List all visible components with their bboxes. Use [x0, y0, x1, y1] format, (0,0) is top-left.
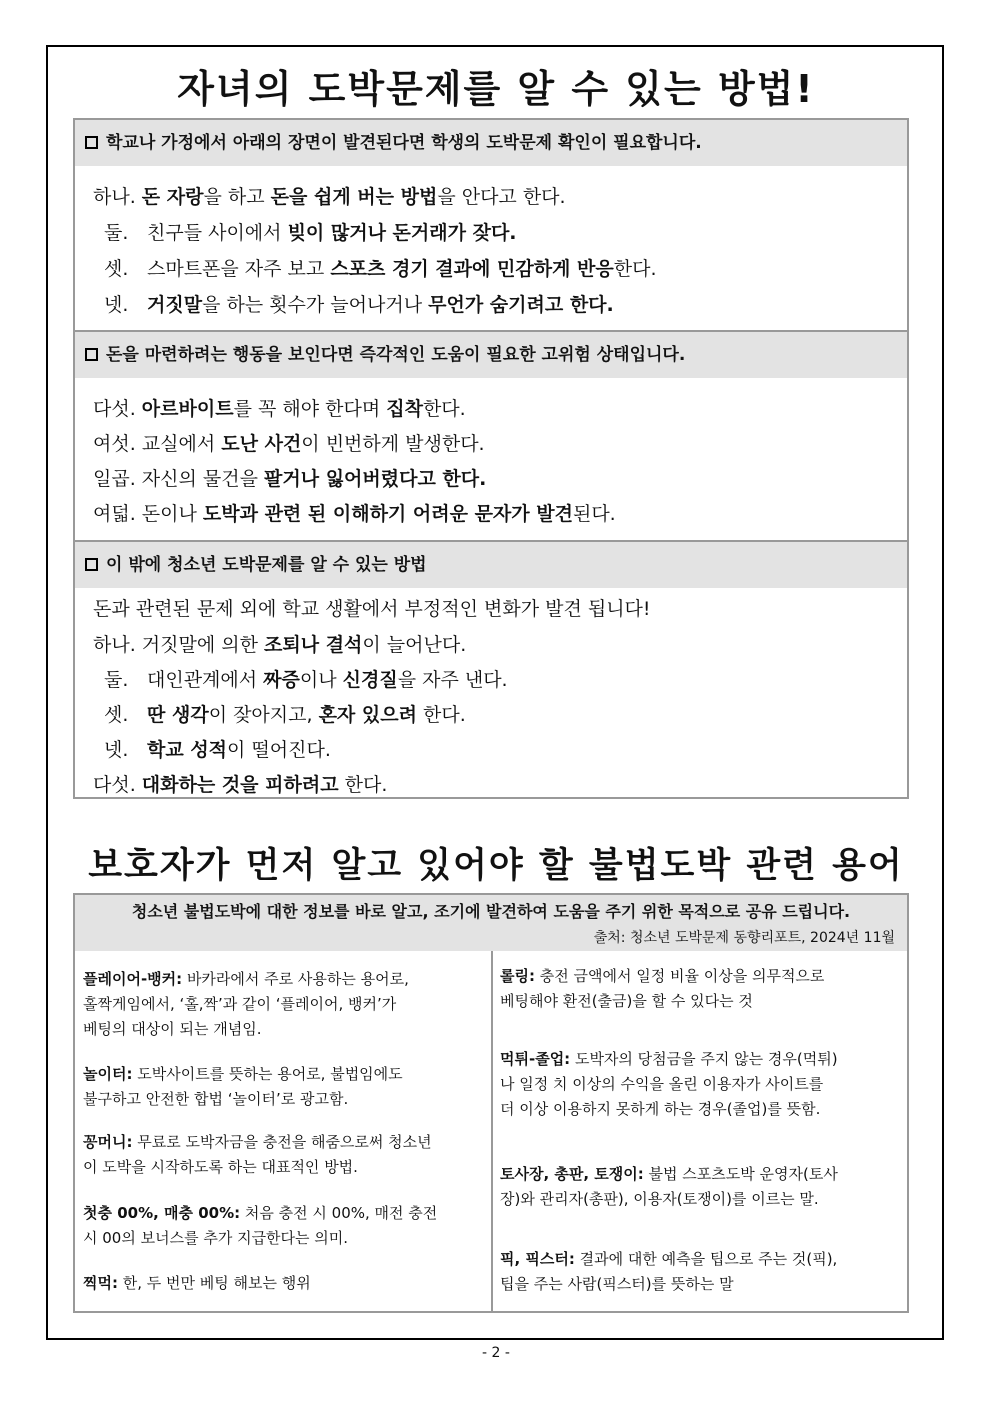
- body-text: 거짓말에 의한: [141, 634, 265, 656]
- glossary-term-name: 놀이터:: [83, 1065, 133, 1083]
- list-item: [93, 394, 466, 421]
- glossary-definition: 이 도박을 시작하도록 하는 대표적인 방법.: [83, 1158, 358, 1176]
- glossary-definition: 무료로 도박자금을 충전을 해줌으로써 청소년: [132, 1133, 432, 1151]
- emphasis-text: 팔거나 잃어버렸다고 한다.: [264, 468, 487, 490]
- glossary-definition: 홀짝게임에서, ‘홀,짝’과 같이 ‘플레이어, 뱅커’가: [83, 995, 397, 1013]
- glossary-definition: 불구하고 안전한 합법 ‘놀이터’로 광고함.: [83, 1090, 349, 1108]
- list-item: [104, 218, 517, 245]
- section-heading-text: 돈을 마련하려는 행동을 보인다면 즉각적인 도움이 필요한 고위험 상태입니다.: [106, 345, 686, 365]
- glossary-term-name: 픽, 픽스터:: [500, 1250, 575, 1268]
- body-text: 을 하는 횟수가 늘어나거나: [202, 294, 429, 316]
- body-text: 한다.: [416, 704, 466, 726]
- emphasis-text: 혼자 있으려: [318, 704, 417, 726]
- glossary-term: [83, 1130, 488, 1180]
- glossary-title: 보호자가 먼저 알고 있어야 할 불법도박 관련 용어: [88, 846, 904, 886]
- glossary-term-name: 찍먹:: [83, 1274, 118, 1292]
- emphasis-text: 무언가 숨기려고 한다.: [428, 294, 614, 316]
- body-text: 교실에서: [141, 433, 222, 455]
- glossary-definition: 베팅해야 환전(출금)을 할 수 있다는 것: [500, 992, 753, 1010]
- list-item: [93, 464, 486, 491]
- glossary-intro: 청소년 불법도박에 대한 정보를 바로 알고, 조기에 발견하여 도움을 주기 위한 목적으로 공유 드립니다.: [131, 902, 851, 921]
- emphasis-text: 짜증: [263, 669, 300, 691]
- list-item: [104, 700, 466, 727]
- glossary-term-name: 꽁머니:: [83, 1133, 133, 1151]
- section-heading: [75, 542, 907, 588]
- emphasis-text: 스포츠 경기 결과에 민감하게 반응: [330, 258, 614, 280]
- list-item: [93, 429, 485, 456]
- glossary-definition: 팁을 주는 사람(픽스터)를 뜻하는 말: [500, 1275, 734, 1293]
- glossary-definition: 충전 금액에서 일정 비율 이상을 의무적으로: [534, 967, 825, 985]
- list-item-number: 셋.: [104, 704, 129, 726]
- emphasis-text: 돈 자랑: [141, 186, 204, 208]
- checkbox-square-icon: [85, 136, 98, 149]
- glossary-definition: 시 00의 보너스를 추가 지급한다는 의미.: [83, 1229, 349, 1247]
- list-item: [104, 290, 614, 317]
- list-item-number: 둘.: [104, 669, 129, 691]
- list-item: [93, 630, 466, 657]
- list-item-number: 하나.: [93, 634, 142, 656]
- list-item-number: 일곱.: [93, 468, 142, 490]
- list-item-number: 다섯.: [93, 774, 142, 796]
- list-item-number: 하나.: [93, 186, 142, 208]
- emphasis-text: 딴 생각: [147, 704, 209, 726]
- glossary-term-name: 롤링:: [500, 967, 535, 985]
- glossary-term: [83, 1062, 488, 1112]
- glossary-term-name: 먹튀-졸업:: [500, 1050, 571, 1068]
- checkbox-square-icon: [85, 558, 98, 571]
- body-text: 돈이나: [141, 503, 203, 525]
- emphasis-text: 도박과 관련 된 이해하기 어려운 문자가 발견: [202, 503, 573, 525]
- page-title: 자녀의 도박문제를 알 수 있는 방법!: [177, 67, 815, 111]
- glossary-definition: 더 이상 이용하지 못하게 하는 경우(졸업)를 뜻함.: [500, 1100, 821, 1118]
- list-item: [93, 770, 387, 797]
- glossary-term-name: 첫충 00%, 매충 00%:: [83, 1204, 241, 1222]
- glossary-definition: 도박사이트를 뜻하는 용어로, 불법임에도: [132, 1065, 403, 1083]
- list-item-number: 여덟.: [93, 503, 142, 525]
- list-item: [104, 665, 508, 692]
- list-item-number: 넷.: [104, 294, 129, 316]
- body-text: 한다.: [338, 774, 388, 796]
- glossary-term: [500, 1162, 905, 1212]
- emphasis-text: 대화하는 것을 피하려고: [141, 774, 339, 796]
- body-text: 대인관계에서: [147, 669, 264, 691]
- body-text: 을 안다고 한다.: [437, 186, 566, 208]
- glossary-definition: 바카라에서 주로 사용하는 용어로,: [182, 970, 409, 988]
- column-divider: [491, 951, 493, 1311]
- body-text: 을 하고: [203, 186, 271, 208]
- body-text: 한다.: [613, 258, 657, 280]
- emphasis-text: 빚이 많거나 돈거래가 잦다.: [287, 222, 517, 244]
- body-text: 자신의 물건을: [141, 468, 265, 490]
- glossary-definition: 장)와 관리자(총판), 이용자(토쟁이)를 이르는 말.: [500, 1190, 819, 1208]
- glossary-definition: 결과에 대한 예측을 팁으로 주는 것(픽),: [574, 1250, 838, 1268]
- glossary-definition: 나 일정 치 이상의 수익을 올린 이용자가 사이트를: [500, 1075, 824, 1093]
- emphasis-text: 거짓말: [147, 294, 203, 316]
- body-text: 이 떨어진다.: [227, 739, 331, 761]
- emphasis-text: 도난 사건: [221, 433, 302, 455]
- body-text: 를 꼭 해야 한다며: [233, 398, 387, 420]
- emphasis-text: 아르바이트: [141, 398, 234, 420]
- body-text: 이나: [299, 669, 343, 691]
- checkbox-square-icon: [85, 348, 98, 361]
- body-text: 된다.: [572, 503, 616, 525]
- glossary-term: [83, 1271, 488, 1296]
- section-heading: [75, 332, 907, 378]
- section-heading: [75, 120, 907, 166]
- body-text: 스마트폰을 자주 보고: [147, 258, 331, 280]
- list-item: [93, 182, 566, 209]
- glossary-term: [500, 1247, 905, 1297]
- emphasis-text: 학교 성적: [147, 739, 228, 761]
- page-number: - 2 -: [482, 1345, 510, 1361]
- glossary-term: [83, 967, 488, 1042]
- list-item-number: 여섯.: [93, 433, 142, 455]
- list-item-number: 넷.: [104, 739, 129, 761]
- body-text: 한다.: [422, 398, 466, 420]
- body-text: 을 자주 낸다.: [397, 669, 508, 691]
- section3-intro: 돈과 관련된 문제 외에 학교 생활에서 부정적인 변화가 발견 됩니다!: [93, 598, 651, 620]
- glossary-term-name: 플레이어-뱅커:: [83, 970, 183, 988]
- glossary-term: [500, 964, 905, 1014]
- list-item-number: 다섯.: [93, 398, 142, 420]
- glossary-definition: 베팅의 대상이 되는 개념임.: [83, 1020, 262, 1038]
- glossary-definition: 한, 두 번만 베팅 해보는 행위: [117, 1274, 311, 1292]
- section-heading-text: 학교나 가정에서 아래의 장면이 발견된다면 학생의 도박문제 확인이 필요합니다.: [106, 133, 702, 153]
- glossary-header: [75, 895, 907, 951]
- list-item-number: 둘.: [104, 222, 129, 244]
- glossary-source: 출처: 청소년 도박문제 동향리포트, 2024년 11월: [593, 930, 895, 946]
- emphasis-text: 집착: [386, 398, 423, 420]
- glossary-term-name: 토사장, 총판, 토쟁이:: [500, 1165, 644, 1183]
- body-text: 이 빈번하게 발생한다.: [301, 433, 485, 455]
- body-text: 친구들 사이에서: [147, 222, 288, 244]
- list-item: [104, 735, 331, 762]
- glossary-definition: 도박자의 당첨금을 주지 않는 경우(먹튀): [570, 1050, 838, 1068]
- list-item: [93, 499, 616, 526]
- list-item-number: 셋.: [104, 258, 129, 280]
- list-item: [104, 254, 656, 281]
- glossary-definition: 처음 충전 시 00%, 매전 충전: [240, 1204, 438, 1222]
- section-heading-text: 이 밖에 청소년 도박문제를 알 수 있는 방법: [106, 555, 427, 575]
- body-text: 이 잦아지고,: [208, 704, 319, 726]
- glossary-term: [83, 1201, 488, 1251]
- glossary-term: [500, 1047, 905, 1122]
- emphasis-text: 돈을 쉽게 버는 방법: [270, 186, 438, 208]
- emphasis-text: 조퇴나 결석: [264, 634, 363, 656]
- body-text: 이 늘어난다.: [362, 634, 467, 656]
- glossary-definition: 불법 스포츠도박 운영자(토사: [643, 1165, 838, 1183]
- emphasis-text: 신경질: [342, 669, 398, 691]
